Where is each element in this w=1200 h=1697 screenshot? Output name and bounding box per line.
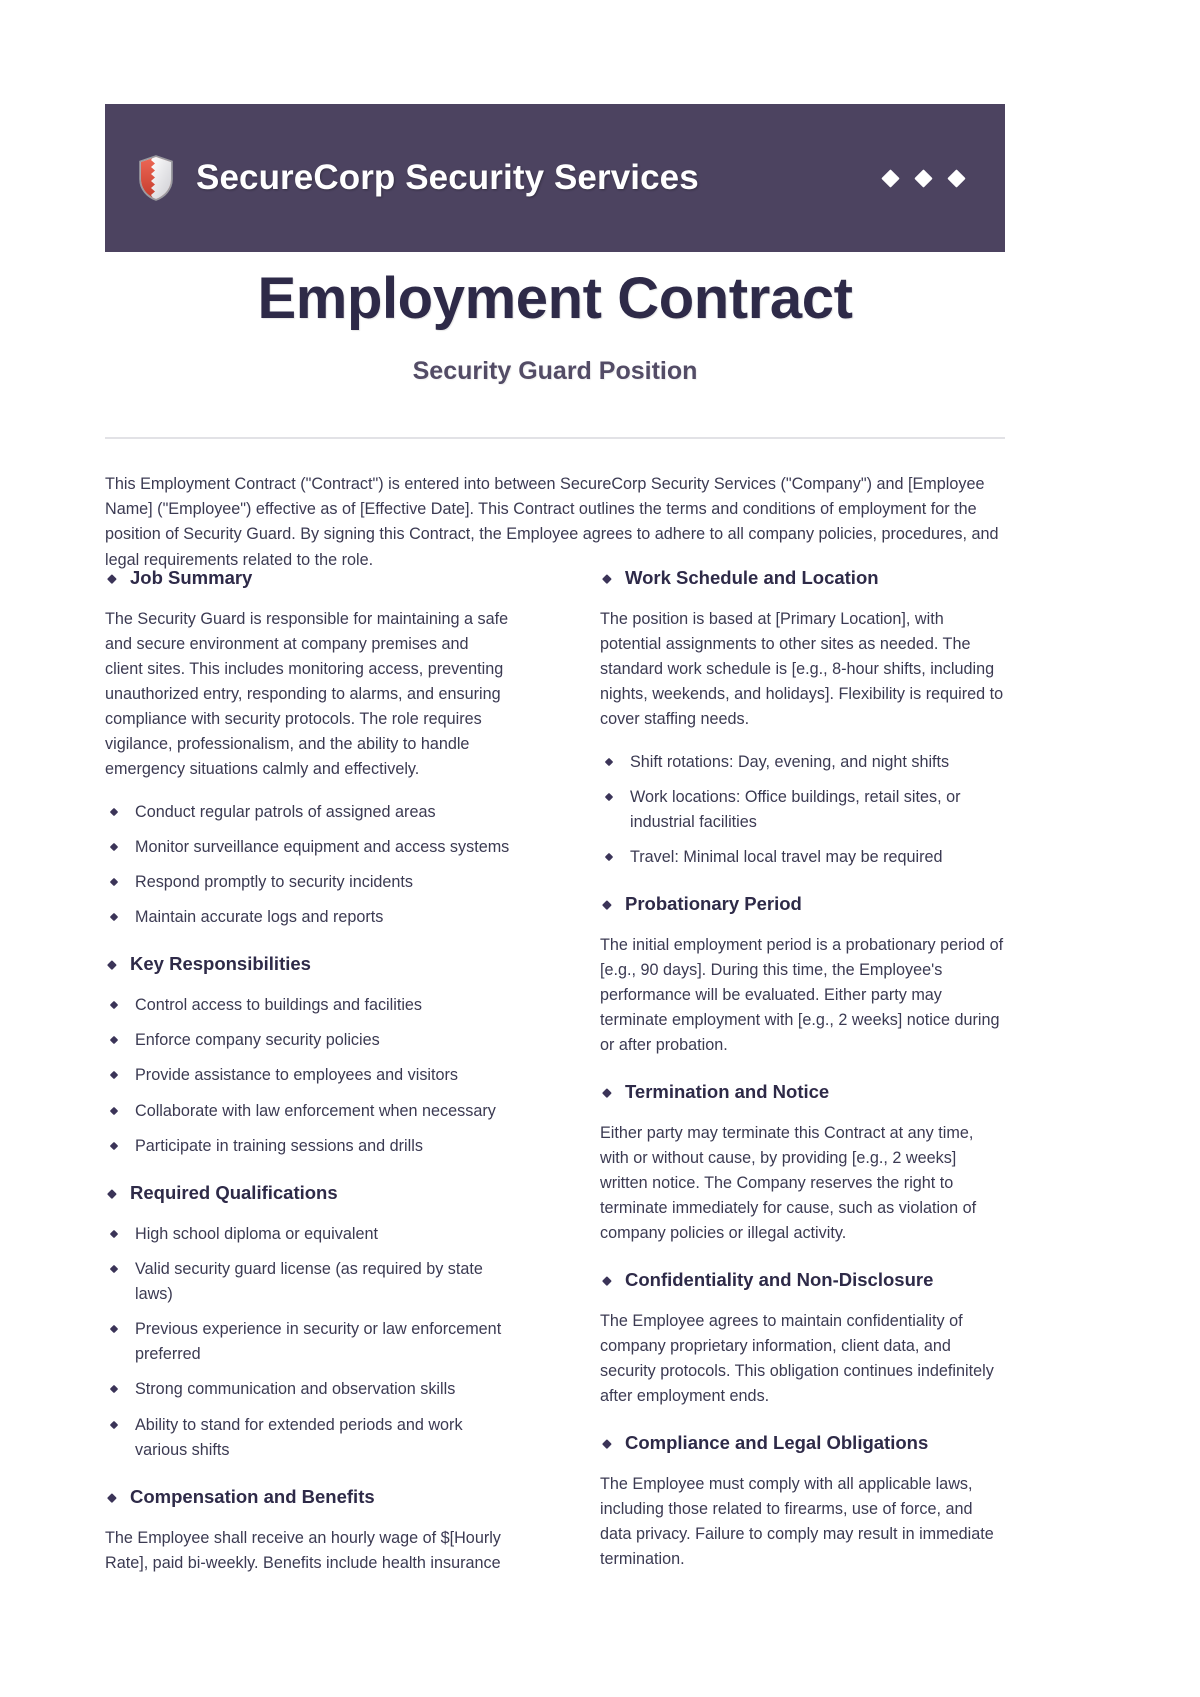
left-column bbox=[105, 566, 510, 1594]
section-heading bbox=[600, 1268, 1005, 1291]
list-item bbox=[105, 1099, 510, 1124]
list-item bbox=[105, 1257, 510, 1307]
section-heading bbox=[105, 952, 510, 975]
list-item bbox=[105, 870, 510, 895]
diamond-bullet-icon bbox=[602, 900, 612, 910]
list-item-label: Strong communication and observation skills bbox=[135, 1380, 456, 1399]
intro-paragraph: This Employment Contract ("Contract") is entered into between SecureCorp Security Services ("Company") and [Employee Name] ("Employee") effective as of [Effective Date]. This Contract outlines the terms and conditions of employment for the position of Security Guard. By signing this Contract, the Employee agrees to adhere to all company policies, procedures, and legal requirements related to the role. bbox=[105, 475, 999, 569]
list-item-label: Collaborate with law enforcement when necessary bbox=[135, 1101, 496, 1120]
bullet-list bbox=[105, 800, 510, 930]
diamond-bullet-icon bbox=[602, 574, 612, 584]
list-item bbox=[105, 1063, 510, 1088]
section-heading bbox=[600, 892, 1005, 915]
page-title: Employment Contract bbox=[257, 266, 853, 331]
title-divider bbox=[105, 437, 1005, 439]
section-title: Confidentiality and Non-Disclosure bbox=[625, 1268, 934, 1290]
diamond-bullet-icon bbox=[110, 1325, 118, 1333]
list-item-label: High school diploma or equivalent bbox=[135, 1224, 378, 1243]
title-block bbox=[105, 268, 1005, 386]
diamond-bullet-icon bbox=[107, 574, 117, 584]
list-item bbox=[600, 785, 1005, 835]
diamond-bullet-icon bbox=[110, 1106, 118, 1114]
diamond-bullet-icon bbox=[602, 1088, 612, 1098]
diamond-bullet-icon bbox=[110, 1265, 118, 1273]
list-item-label: Control access to buildings and facilities bbox=[135, 996, 423, 1015]
section-paragraph: The Security Guard is responsible for maintaining a safe and secure environment at company premises and client sites. This includes monitoring access, preventing unauthorized entry, responding to alarms, and ensuring compliance with security protocols. The role requires vigilance, professionalism, and the ability to handle emergency situations calmly and effectively. bbox=[105, 610, 509, 778]
diamond-bullet-icon bbox=[110, 1001, 118, 1009]
list-item-label: Work locations: Office buildings, retail sites, or industrial facilities bbox=[630, 787, 961, 832]
diamond-bullet-icon bbox=[110, 913, 118, 921]
section-paragraph: The Employee shall receive an hourly wage of $[Hourly Rate], paid bi-weekly. Benefits include health insurance bbox=[105, 1528, 501, 1572]
diamond-bullet-icon bbox=[107, 960, 117, 970]
section-title: Required Qualifications bbox=[130, 1181, 338, 1203]
list-item bbox=[105, 1028, 510, 1053]
list-item bbox=[600, 845, 1005, 870]
list-item-label: Previous experience in security or law enforcement preferred bbox=[135, 1320, 502, 1364]
diamond-bullet-icon bbox=[110, 1385, 118, 1393]
diamond-bullet-icon bbox=[110, 807, 118, 815]
list-item bbox=[105, 1317, 510, 1367]
list-item bbox=[105, 1134, 510, 1159]
bullet-list bbox=[105, 993, 510, 1159]
diamond-icon bbox=[947, 169, 965, 187]
document-header-banner bbox=[105, 104, 1005, 252]
section-heading bbox=[105, 1485, 510, 1508]
list-item bbox=[105, 1222, 510, 1247]
section-paragraph: The position is based at [Primary Location], with potential assignments to other sites as needed. The standard work schedule is [e.g., 8-hour shifts, including nights, weekends, and holidays]. Flexibility is required to cover staffing needs. bbox=[600, 610, 1004, 728]
section-paragraph: The Employee agrees to maintain confidentiality of company proprietary information, client data, and security protocols. This obligation continues indefinitely after employment ends. bbox=[600, 1312, 994, 1405]
section-paragraph: The initial employment period is a probationary period of [e.g., 90 days]. During this time, the Employee's performance will be evaluated. Either party may terminate employment with [e.g., 2 weeks] notice during or after probation. bbox=[600, 936, 1004, 1055]
diamond-bullet-icon bbox=[605, 793, 613, 801]
list-item-label: Maintain accurate logs and reports bbox=[135, 908, 384, 927]
section-heading bbox=[105, 566, 510, 589]
diamond-bullet-icon bbox=[110, 878, 118, 886]
diamond-bullet-icon bbox=[110, 1071, 118, 1079]
section-title: Termination and Notice bbox=[625, 1081, 830, 1103]
header-decor-group bbox=[884, 172, 963, 185]
diamond-bullet-icon bbox=[110, 843, 118, 851]
diamond-bullet-icon bbox=[110, 1420, 118, 1428]
diamond-bullet-icon bbox=[110, 1230, 118, 1238]
list-item-label: Ability to stand for extended periods and work various shifts bbox=[135, 1415, 463, 1459]
body-columns bbox=[105, 566, 1005, 1594]
list-item bbox=[600, 750, 1005, 775]
list-item-label: Enforce company security policies bbox=[135, 1031, 380, 1050]
list-item-label: Shift rotations: Day, evening, and night shifts bbox=[630, 752, 950, 771]
list-item bbox=[105, 800, 510, 825]
brand-name: SecureCorp Security Services bbox=[196, 158, 699, 197]
diamond-bullet-icon bbox=[602, 1276, 612, 1286]
diamond-bullet-icon bbox=[605, 758, 613, 766]
list-item-label: Valid security guard license (as required by state laws) bbox=[135, 1260, 483, 1304]
list-item bbox=[105, 905, 510, 930]
diamond-bullet-icon bbox=[602, 1439, 612, 1449]
section-title: Probationary Period bbox=[625, 893, 802, 915]
list-item-label: Respond promptly to security incidents bbox=[135, 872, 414, 891]
list-item-label: Provide assistance to employees and visitors bbox=[135, 1066, 459, 1085]
list-item-label: Monitor surveillance equipment and access systems bbox=[135, 837, 510, 856]
list-item-label: Participate in training sessions and drills bbox=[135, 1136, 423, 1155]
list-item bbox=[105, 835, 510, 860]
section-heading bbox=[105, 1181, 510, 1204]
section-heading bbox=[600, 566, 1005, 589]
diamond-icon bbox=[881, 169, 899, 187]
list-item-label: Travel: Minimal local travel may be required bbox=[630, 848, 943, 867]
list-item bbox=[105, 993, 510, 1018]
list-item-label: Conduct regular patrols of assigned areas bbox=[135, 802, 436, 821]
diamond-bullet-icon bbox=[110, 1141, 118, 1149]
list-item bbox=[105, 1413, 510, 1463]
brand-group bbox=[138, 155, 884, 201]
diamond-icon bbox=[914, 169, 932, 187]
diamond-bullet-icon bbox=[107, 1189, 117, 1199]
section-paragraph: The Employee must comply with all applicable laws, including those related to firearms, use of force, and data privacy. Failure to comply may result in immediate termination. bbox=[600, 1474, 994, 1568]
diamond-bullet-icon bbox=[110, 1036, 118, 1044]
bullet-list bbox=[105, 1222, 510, 1463]
section-title: Key Responsibilities bbox=[130, 953, 311, 975]
diamond-bullet-icon bbox=[605, 853, 613, 861]
section-title: Work Schedule and Location bbox=[625, 567, 879, 588]
section-heading bbox=[600, 1431, 1005, 1454]
page-subtitle: Security Guard Position bbox=[412, 356, 698, 385]
right-column bbox=[600, 566, 1005, 1594]
section-title: Job Summary bbox=[130, 567, 253, 588]
diamond-bullet-icon bbox=[107, 1493, 117, 1503]
section-paragraph: Either party may terminate this Contract at any time, with or without cause, by providing [e.g., 2 weeks] written notice. The Company reserves the right to terminate immediately for cause, such as violation of company policies or illegal activity. bbox=[600, 1124, 977, 1242]
bullet-list bbox=[600, 750, 1005, 870]
list-item bbox=[105, 1377, 510, 1402]
section-heading bbox=[600, 1080, 1005, 1103]
section-title: Compensation and Benefits bbox=[130, 1485, 375, 1507]
shield-icon bbox=[138, 155, 174, 201]
section-title: Compliance and Legal Obligations bbox=[625, 1431, 929, 1453]
